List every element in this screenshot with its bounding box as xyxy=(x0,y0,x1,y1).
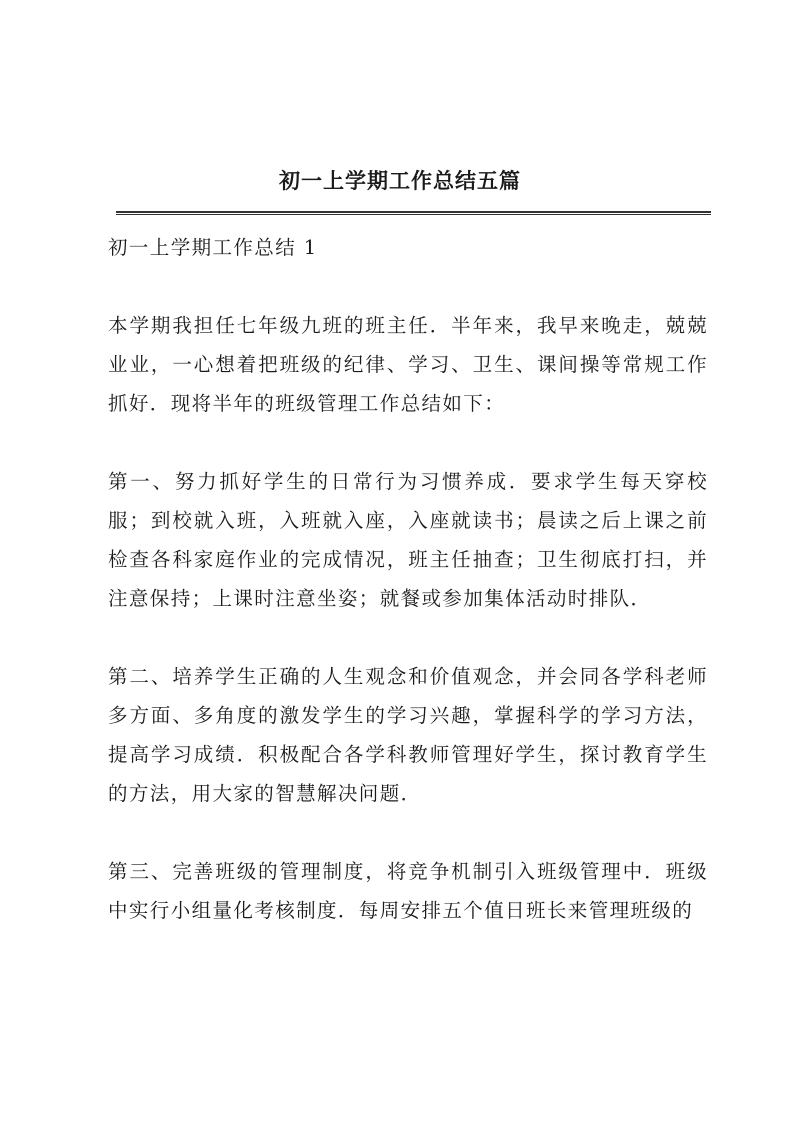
paragraph-third: 第三、完善班级的管理制度，将竞争机制引入班级管理中．班级中实行小组量化考核制度．每周安排五个值日班长来管理班级的 xyxy=(108,860,708,922)
title-divider xyxy=(116,211,711,215)
paragraph-first: 第一、努力抓好学生的日常行为习惯养成．要求学生每天穿校服；到校就入班，入班就入座，入座就读书；晨读之后上课之前检查各科家庭作业的完成情况，班主任抽查；卫生彻底打扫，并注意保持；上课时注意坐姿；就餐或参加集体活动时排队． xyxy=(108,470,708,610)
paragraph-second: 第二、培养学生正确的人生观念和价值观念，并会同各学科老师多方面、多角度的激发学生的学习兴趣，掌握科学的学习方法，提高学习成绩．积极配合各学科教师管理好学生，探讨教育学生的方法，用大家的智慧解决问题． xyxy=(108,665,708,805)
document-body xyxy=(108,228,708,969)
paragraph-intro: 本学期我担任七年级九班的班主任．半年来，我早来晚走，兢兢业业，一心想着把班级的纪律、学习、卫生、课间操等常规工作抓好．现将半年的班级管理工作总结如下： xyxy=(108,314,708,415)
section-heading: 初一上学期工作总结 1 xyxy=(108,236,318,259)
document-title: 初一上学期工作总结五篇 xyxy=(279,168,521,193)
